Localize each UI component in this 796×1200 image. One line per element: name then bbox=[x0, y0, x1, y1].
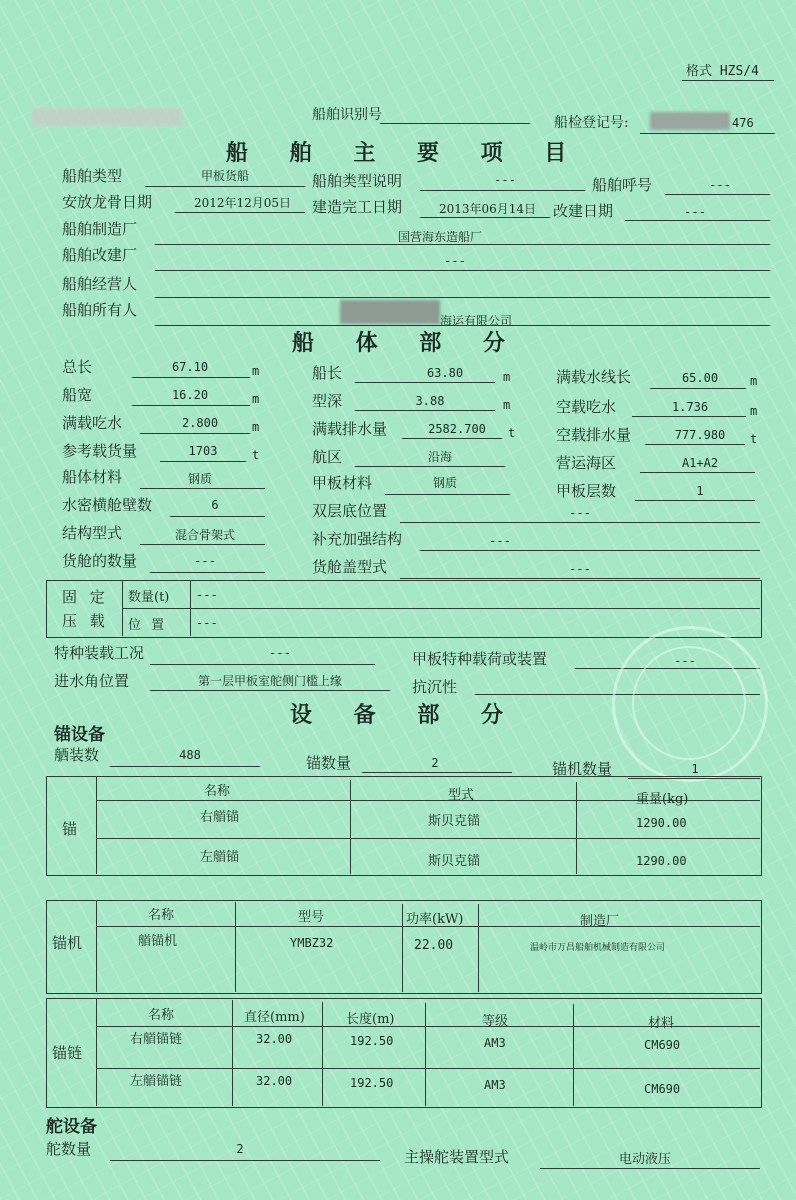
chain-table-divider-4 bbox=[425, 1003, 426, 1106]
operating-zone-label: 营运海区 bbox=[556, 454, 617, 472]
lwl-unit: m bbox=[750, 374, 758, 388]
steering-gear-value: 电动液压 bbox=[618, 1152, 671, 1167]
windlass-header-maker: 制造厂 bbox=[580, 914, 620, 929]
chain-row1-material: CM690 bbox=[644, 1038, 681, 1052]
displacement-underline bbox=[402, 438, 502, 439]
rebuild-date-label: 改建日期 bbox=[553, 202, 614, 220]
form-code: 格式 HZS/4 bbox=[686, 64, 759, 79]
lwl-value: 65.00 bbox=[681, 371, 719, 385]
flood-angle-label: 进水角位置 bbox=[54, 672, 130, 690]
anchor-table-divider-1 bbox=[96, 776, 97, 874]
anchor-table-label: 锚 bbox=[62, 820, 78, 838]
chain-row1-name: 右艏锚链 bbox=[130, 1032, 183, 1047]
windlass-header-model: 型号 bbox=[298, 910, 325, 925]
chain-table-divider-3 bbox=[322, 1002, 323, 1106]
bulkhead-underline bbox=[170, 516, 265, 517]
cargo-underline bbox=[160, 461, 246, 462]
windlass-table-divider-3 bbox=[402, 904, 403, 992]
keel-date-label: 安放龙骨日期 bbox=[62, 193, 153, 211]
ballast-quantity-label: 数量(t) bbox=[128, 590, 170, 605]
operating-zone-underline bbox=[640, 472, 755, 473]
windlass-row1-name: 艏锚机 bbox=[138, 934, 178, 949]
flood-angle-value: 第一层甲板室舵侧门槛上缘 bbox=[197, 674, 342, 688]
beam-value: 16.20 bbox=[171, 388, 209, 402]
loa-value: 67.10 bbox=[171, 360, 209, 374]
ship-id-underline bbox=[380, 123, 530, 124]
anchor-count-label: 锚数量 bbox=[306, 754, 352, 772]
ballast-divider-3 bbox=[122, 608, 760, 609]
anchor-table-divider-2 bbox=[350, 780, 351, 874]
registration-label: 船检登记号: bbox=[554, 115, 629, 131]
anchor-count-underline bbox=[362, 772, 512, 773]
flood-angle-underline bbox=[150, 690, 390, 691]
rebuild-date-underline bbox=[625, 220, 770, 221]
reinforcement-label: 补充加强结构 bbox=[312, 530, 403, 548]
registration-underline bbox=[640, 133, 775, 134]
steering-gear-label: 主操舵装置型式 bbox=[404, 1148, 510, 1166]
windlass-table-label: 锚机 bbox=[52, 934, 83, 952]
hull-material-underline bbox=[140, 488, 265, 489]
windlass-count-label: 锚机数量 bbox=[552, 760, 613, 778]
cargo-value: 1703 bbox=[188, 444, 218, 458]
hold-count-label: 货舱的数量 bbox=[62, 552, 138, 570]
anchor-row1-name: 右艏锚 bbox=[200, 810, 240, 825]
depth-value: 3.88 bbox=[415, 394, 445, 408]
deck-material-value: 钢质 bbox=[432, 476, 457, 490]
special-loading-underline bbox=[150, 664, 375, 665]
unsinkability-label: 抗沉性 bbox=[412, 678, 458, 696]
rudder-count-label: 舵数量 bbox=[46, 1140, 92, 1158]
chain-row2-grade: AM3 bbox=[484, 1078, 506, 1092]
cargo-unit: t bbox=[252, 448, 260, 462]
redacted-owner bbox=[340, 300, 440, 324]
operator-underline bbox=[155, 297, 770, 298]
ship-type-desc-value: --- bbox=[494, 173, 516, 187]
displacement-label: 满载排水量 bbox=[312, 420, 388, 438]
displacement-value: 2582.700 bbox=[428, 422, 486, 436]
anchor-count-value: 2 bbox=[431, 756, 439, 770]
builder-underline bbox=[155, 244, 770, 245]
form-code-underline bbox=[682, 80, 774, 81]
ship-type-value: 甲板货船 bbox=[200, 169, 249, 183]
ship-type-desc-underline bbox=[420, 190, 585, 191]
chain-table-divider-1 bbox=[96, 998, 97, 1106]
redacted-registration bbox=[650, 112, 730, 130]
double-bottom-value: --- bbox=[569, 506, 591, 520]
loa-underline bbox=[132, 377, 250, 378]
ballast-position-label: 位 置 bbox=[128, 618, 165, 633]
chain-header-name: 名称 bbox=[148, 1008, 175, 1023]
light-draft-unit: m bbox=[750, 404, 758, 418]
depth-unit: m bbox=[503, 398, 511, 412]
light-draft-value: 1.736 bbox=[671, 400, 709, 414]
deck-special-load-value: --- bbox=[674, 654, 696, 668]
anchor-row2-type: 斯贝克锚 bbox=[428, 854, 481, 869]
outfit-number-value: 488 bbox=[179, 748, 201, 762]
lbp-underline bbox=[355, 382, 495, 383]
light-displacement-underline bbox=[645, 444, 745, 445]
steering-gear-underline bbox=[540, 1168, 760, 1169]
special-loading-value: --- bbox=[269, 646, 291, 660]
callsign-value: --- bbox=[709, 178, 731, 192]
hull-material-label: 船体材料 bbox=[62, 468, 123, 486]
outfit-number-underline bbox=[110, 766, 260, 767]
rudder-equipment-heading: 舵设备 bbox=[46, 1117, 97, 1137]
structure-underline bbox=[140, 544, 265, 545]
deck-count-label: 甲板层数 bbox=[556, 482, 617, 500]
chain-table-label: 锚链 bbox=[52, 1044, 83, 1062]
rebuilder-underline bbox=[155, 270, 770, 271]
draft-value: 2.800 bbox=[181, 416, 219, 430]
chain-row1-grade: AM3 bbox=[484, 1036, 506, 1050]
ship-type-label: 船舶类型 bbox=[62, 167, 123, 185]
outfit-number-label: 舾装数 bbox=[54, 746, 100, 764]
chain-table-divider-5 bbox=[573, 1004, 574, 1106]
draft-underline bbox=[140, 433, 250, 434]
owner-label: 船舶所有人 bbox=[62, 301, 138, 319]
section-title-hull: 船 体 部 分 bbox=[292, 330, 505, 356]
lbp-label: 船长 bbox=[312, 364, 343, 382]
operating-zone-value: A1+A2 bbox=[681, 456, 719, 470]
light-draft-label: 空载吃水 bbox=[556, 398, 617, 416]
built-date-label: 建造完工日期 bbox=[312, 198, 403, 216]
section-title-equipment: 设 备 部 分 bbox=[290, 702, 503, 728]
keel-date-underline bbox=[175, 212, 305, 213]
beam-unit: m bbox=[252, 392, 260, 406]
chain-header-length: 长度(m) bbox=[346, 1012, 395, 1027]
windlass-header-name: 名称 bbox=[148, 908, 175, 923]
cargo-label: 参考载货量 bbox=[62, 442, 138, 460]
draft-unit: m bbox=[252, 420, 260, 434]
ballast-label: 压 载 bbox=[62, 612, 105, 630]
hull-material-value: 钢质 bbox=[187, 472, 212, 486]
official-seal-inner bbox=[632, 646, 746, 760]
hatch-type-label: 货舱盖型式 bbox=[312, 558, 388, 576]
lbp-value: 63.80 bbox=[426, 366, 464, 380]
anchor-header-type: 型式 bbox=[448, 788, 475, 803]
built-date-value: 2013年06月14日 bbox=[438, 202, 537, 216]
windlass-table-divider-1 bbox=[96, 900, 97, 992]
chain-header-diameter: 直径(mm) bbox=[244, 1010, 305, 1025]
chain-header-grade: 等级 bbox=[482, 1014, 509, 1029]
anchor-header-name: 名称 bbox=[204, 784, 231, 799]
rebuilder-value: --- bbox=[444, 254, 466, 268]
ship-type-desc-label: 船舶类型说明 bbox=[312, 172, 403, 190]
double-bottom-underline bbox=[400, 522, 760, 523]
deck-count-value: 1 bbox=[696, 484, 704, 498]
rebuilder-label: 船舶改建厂 bbox=[62, 246, 138, 264]
windlass-header-power: 功率(kW) bbox=[406, 912, 464, 927]
chain-row1-length: 192.50 bbox=[350, 1034, 394, 1048]
depth-underline bbox=[355, 410, 495, 411]
chain-row2-length: 192.50 bbox=[350, 1076, 394, 1090]
operator-label: 船舶经营人 bbox=[62, 275, 138, 293]
hatch-type-value: --- bbox=[569, 562, 591, 576]
windlass-count-value: 1 bbox=[691, 762, 699, 776]
section-title-main: 船 舶 主 要 项 目 bbox=[226, 140, 567, 166]
chain-row2-name: 左艏锚链 bbox=[130, 1074, 183, 1089]
structure-value: 混合骨架式 bbox=[174, 528, 235, 542]
reinforcement-value: --- bbox=[489, 534, 511, 548]
bulkhead-value: 6 bbox=[211, 498, 219, 512]
lwl-label: 满载水线长 bbox=[556, 368, 632, 386]
anchor-row1-type: 斯贝克锚 bbox=[428, 814, 481, 829]
rudder-count-underline bbox=[110, 1160, 380, 1161]
ballast-quantity-value: --- bbox=[196, 588, 218, 602]
special-loading-label: 特种装载工况 bbox=[54, 644, 145, 662]
reinforcement-underline bbox=[420, 550, 760, 551]
anchor-table-divider-5 bbox=[96, 838, 760, 839]
deck-special-load-label: 甲板特种载荷或装置 bbox=[412, 650, 548, 668]
chain-table-divider-2 bbox=[232, 1000, 233, 1106]
builder-label: 船舶制造厂 bbox=[62, 220, 138, 238]
windlass-table-divider-4 bbox=[478, 904, 479, 992]
anchor-row1-weight: 1290.00 bbox=[636, 816, 687, 830]
loa-unit: m bbox=[252, 364, 260, 378]
built-date-underline bbox=[420, 217, 550, 218]
windlass-row1-power: 22.00 bbox=[414, 938, 454, 953]
deck-material-label: 甲板材料 bbox=[312, 474, 373, 492]
navigation-area-underline bbox=[355, 466, 505, 467]
depth-label: 型深 bbox=[312, 392, 343, 410]
draft-label: 满载吃水 bbox=[62, 414, 123, 432]
anchor-row2-name: 左艏锚 bbox=[200, 850, 240, 865]
deck-material-underline bbox=[385, 494, 510, 495]
navigation-area-label: 航区 bbox=[312, 448, 343, 466]
anchor-row2-weight: 1290.00 bbox=[636, 854, 687, 868]
lbp-unit: m bbox=[503, 370, 511, 384]
ship-type-underline bbox=[145, 186, 305, 187]
light-displacement-label: 空载排水量 bbox=[556, 426, 632, 444]
callsign-label: 船舶呼号 bbox=[592, 176, 653, 194]
loa-label: 总长 bbox=[62, 358, 93, 376]
chain-row1-diameter: 32.00 bbox=[256, 1032, 293, 1046]
ballast-position-value: --- bbox=[196, 616, 218, 630]
windlass-row1-maker: 温岭市万昌船舶机械制造有限公司 bbox=[530, 943, 666, 953]
chain-table-divider-7 bbox=[96, 1068, 760, 1069]
beam-underline bbox=[132, 405, 250, 406]
bulkhead-label: 水密横舱壁数 bbox=[62, 496, 153, 514]
light-displacement-value: 777.980 bbox=[674, 428, 726, 442]
rudder-count-value: 2 bbox=[236, 1142, 244, 1156]
blurred-vessel-number bbox=[32, 108, 182, 126]
hatch-type-underline bbox=[400, 578, 760, 579]
rebuild-date-value: --- bbox=[684, 205, 706, 219]
displacement-unit: t bbox=[508, 426, 516, 440]
anchor-table-divider-3 bbox=[576, 782, 577, 874]
anchor-header-weight: 重量(kg) bbox=[636, 792, 689, 807]
double-bottom-label: 双层底位置 bbox=[312, 502, 388, 520]
owner-value: 海运有限公司 bbox=[440, 314, 513, 328]
lwl-underline bbox=[650, 388, 746, 389]
keel-date-value: 2012年12月05日 bbox=[193, 196, 292, 210]
anchor-equipment-heading: 锚设备 bbox=[54, 725, 105, 745]
light-draft-underline bbox=[632, 416, 746, 417]
chain-row2-diameter: 32.00 bbox=[256, 1074, 293, 1088]
structure-label: 结构型式 bbox=[62, 524, 123, 542]
navigation-area-value: 沿海 bbox=[427, 450, 452, 464]
chain-row2-material: CM690 bbox=[644, 1082, 681, 1096]
light-displacement-unit: t bbox=[750, 432, 758, 446]
hold-count-value: --- bbox=[194, 554, 216, 568]
builder-value: 国营海东造船厂 bbox=[397, 230, 482, 244]
callsign-underline bbox=[665, 194, 770, 195]
deck-count-underline bbox=[635, 500, 755, 501]
ship-id-label: 船舶识别号 bbox=[312, 107, 382, 123]
beam-label: 船宽 bbox=[62, 386, 93, 404]
windlass-row1-model: YMBZ32 bbox=[290, 936, 334, 950]
ballast-fixed-label: 固 定 bbox=[62, 588, 105, 606]
hold-count-underline bbox=[150, 572, 265, 573]
windlass-table-divider-2 bbox=[235, 902, 236, 992]
chain-header-material: 材料 bbox=[648, 1016, 675, 1031]
registration-suffix: 476 bbox=[732, 116, 754, 130]
